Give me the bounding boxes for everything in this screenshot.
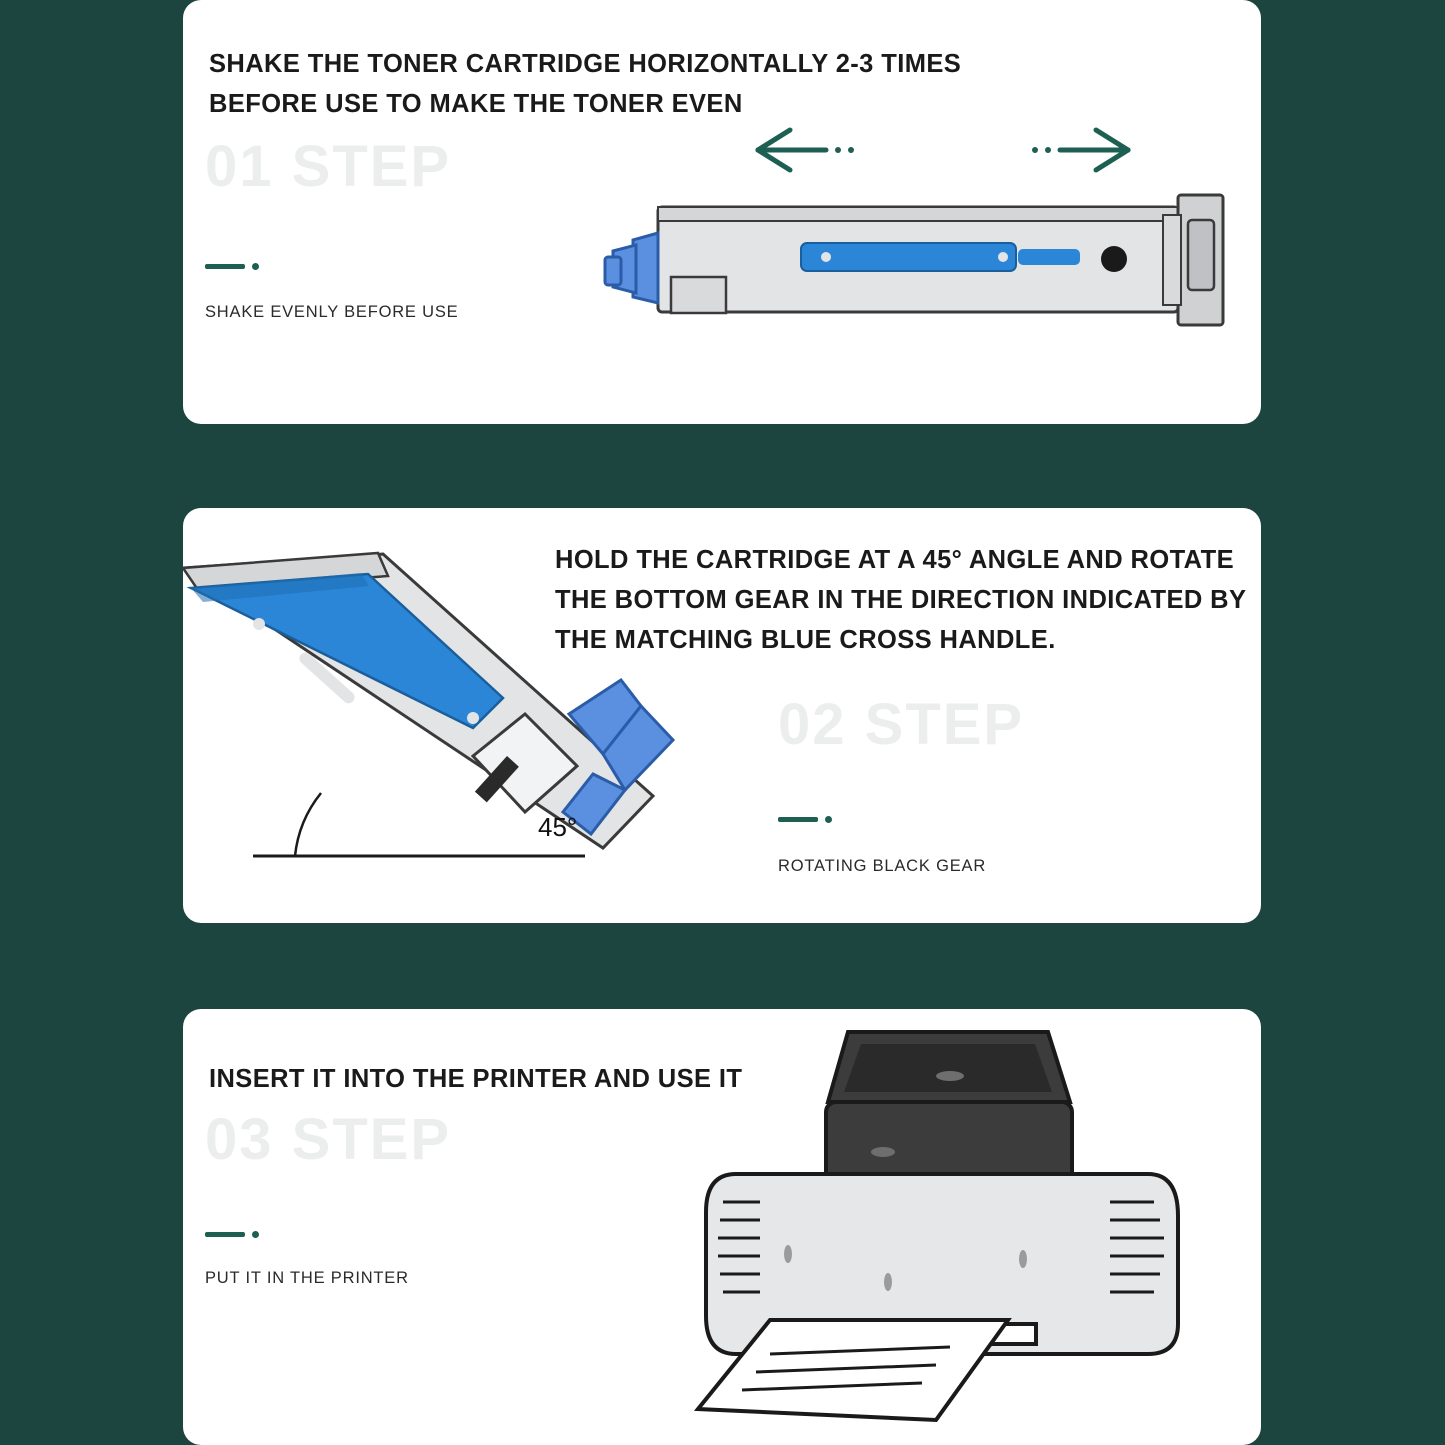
- step-01-bullet: [205, 263, 259, 270]
- step-01-ghost-label: 01 STEP: [205, 134, 452, 199]
- bullet-dot-icon: [252, 1231, 259, 1238]
- arrow-left-icon: [758, 130, 826, 170]
- step-02-bullet: [778, 816, 832, 823]
- arrow-right-dot-icon: [1032, 147, 1038, 153]
- step-01-heading-line-1: SHAKE THE TONER CARTRIDGE HORIZONTALLY 2-3 TIMES: [209, 50, 962, 78]
- bullet-dash-icon: [205, 264, 245, 269]
- step-02-heading-line-3: THE MATCHING BLUE CROSS HANDLE.: [555, 626, 1056, 654]
- arrow-left-dot-icon: [848, 147, 854, 153]
- step-03-card: [183, 1009, 1261, 1445]
- bullet-dot-icon: [252, 263, 259, 270]
- step-02-ghost-label: 02 STEP: [778, 692, 1025, 757]
- bullet-dot-icon: [825, 816, 832, 823]
- tilted-cartridge-illustration: [183, 528, 693, 908]
- shake-arrows-group: [738, 120, 1158, 180]
- step-01-heading-line-2: BEFORE USE TO MAKE THE TONER EVEN: [209, 90, 743, 118]
- bullet-dash-icon: [778, 817, 818, 822]
- printer-illustration: [678, 1024, 1208, 1434]
- step-03-heading-line-1: INSERT IT INTO THE PRINTER AND USE IT: [209, 1065, 743, 1093]
- step-02-caption: ROTATING BLACK GEAR: [778, 857, 987, 875]
- arrow-right-icon: [1060, 130, 1128, 170]
- step-03-caption: PUT IT IN THE PRINTER: [205, 1269, 409, 1287]
- bullet-dash-icon: [205, 1232, 245, 1237]
- arrow-right-dot-icon: [1045, 147, 1051, 153]
- step-02-heading-line-2: THE BOTTOM GEAR IN THE DIRECTION INDICATED BY: [555, 586, 1247, 614]
- step-02-heading-line-1: HOLD THE CARTRIDGE AT A 45° ANGLE AND ROTATE: [555, 546, 1234, 574]
- step-03-bullet: [205, 1231, 259, 1238]
- toner-cartridge-illustration: [603, 185, 1243, 360]
- step-01-heading: [209, 44, 1009, 124]
- step-02-angle-label: 45°: [538, 812, 578, 842]
- arrow-left-dot-icon: [835, 147, 841, 153]
- step-01-caption: SHAKE EVENLY BEFORE USE: [205, 303, 459, 321]
- step-01-card: [183, 0, 1261, 424]
- step-03-ghost-label: 03 STEP: [205, 1107, 452, 1172]
- step-02-card: [183, 508, 1261, 923]
